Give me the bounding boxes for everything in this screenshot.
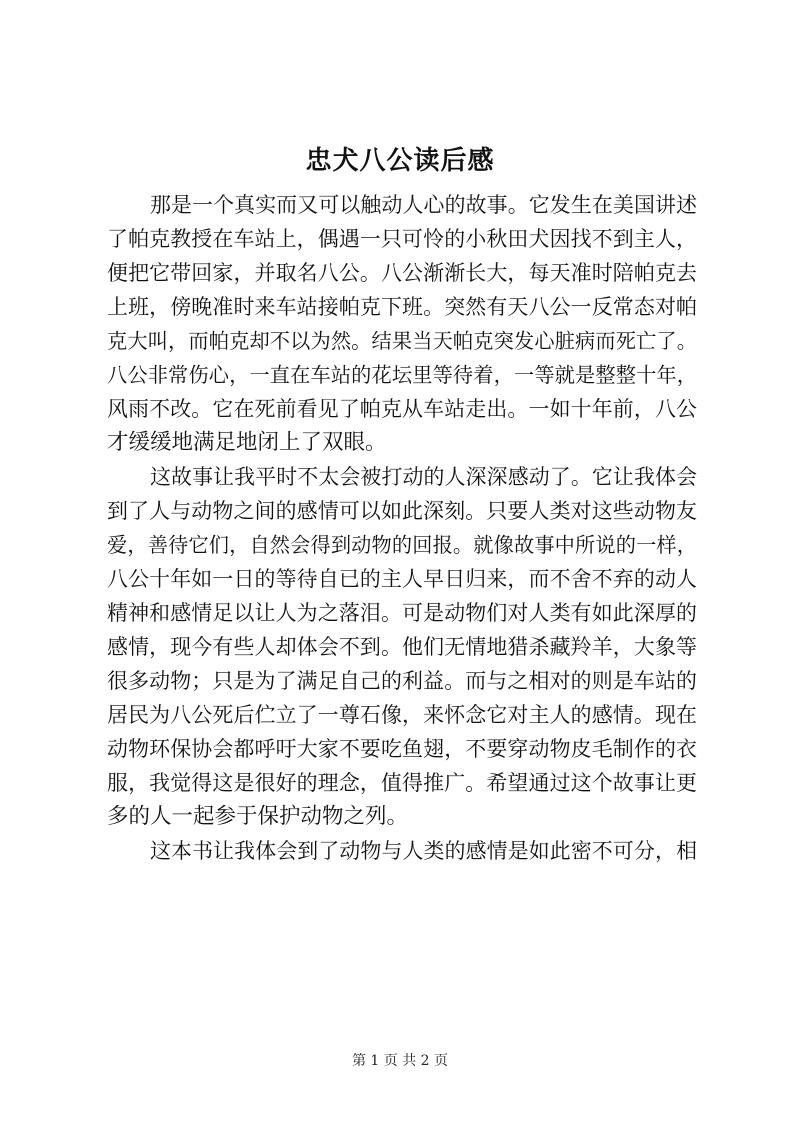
text-line: 才缓缓地满足地闭上了双眼。 [107,430,387,455]
text-line: 精神和感情足以让人为之落泪。可是动物们对人类有如此深厚的 [107,601,697,625]
document-title: 忠犬八公读后感 [305,146,495,176]
text-line: 那是一个真实而又可以触动人心的故事。它发生在美国讲述 [150,193,697,217]
text-line: 八公十年如一日的等待自已的主人早日归来，而不舍不弃的动人 [107,567,697,591]
paragraph [107,834,697,868]
text-line: 动物环保协会都呼吁大家不要吃鱼翅，不要穿动物皮毛制作的衣 [107,737,697,761]
text-line: 便把它带回家，并取名八公。八公渐渐长大，每天准时陪帕克去 [107,261,697,285]
paragraph [107,460,697,834]
text-line: 感情，现今有些人却体会不到。他们无情地猎杀藏羚羊，大象等 [107,635,697,659]
text-line: 了帕克教授在车站上，偶遇一只可怜的小秋田犬因找不到主人， [107,227,697,251]
text-line: 服，我觉得这是很好的理念，值得推广。希望通过这个故事让更 [107,771,697,795]
document-body [107,188,697,868]
text-line: 八公非常伤心，一直在车站的花坛里等待着，一等就是整整十年， [107,363,697,387]
text-line: 克大叫，而帕克却不以为然。结果当天帕克突发心脏病而死亡了。 [107,329,697,353]
text-line: 很多动物；只是为了满足自己的利益。而与之相对的则是车站的 [107,669,697,693]
text-line: 居民为八公死后伫立了一尊石像，来怀念它对主人的感情。现在 [107,703,697,727]
text-line: 多的人一起参于保护动物之列。 [107,804,409,829]
text-line: 爱，善待它们，自然会得到动物的回报。就像故事中所说的一样， [107,533,697,557]
text-line: 上班，傍晚准时来车站接帕克下班。突然有天八公一反常态对帕 [107,295,697,319]
paragraph [107,188,697,460]
text-line: 这故事让我平时不太会被打动的人深深感动了。它让我体会 [150,465,697,489]
text-line: 到了人与动物之间的感情可以如此深刻。只要人类对这些动物友 [107,499,697,523]
text-line: 风雨不改。它在死前看见了帕克从车站走出。一如十年前，八公 [107,397,697,421]
text-line: 这本书让我体会到了动物与人类的感情是如此密不可分，相 [150,839,697,863]
page-footer: 第 1 页 共 2 页 [351,1053,449,1069]
